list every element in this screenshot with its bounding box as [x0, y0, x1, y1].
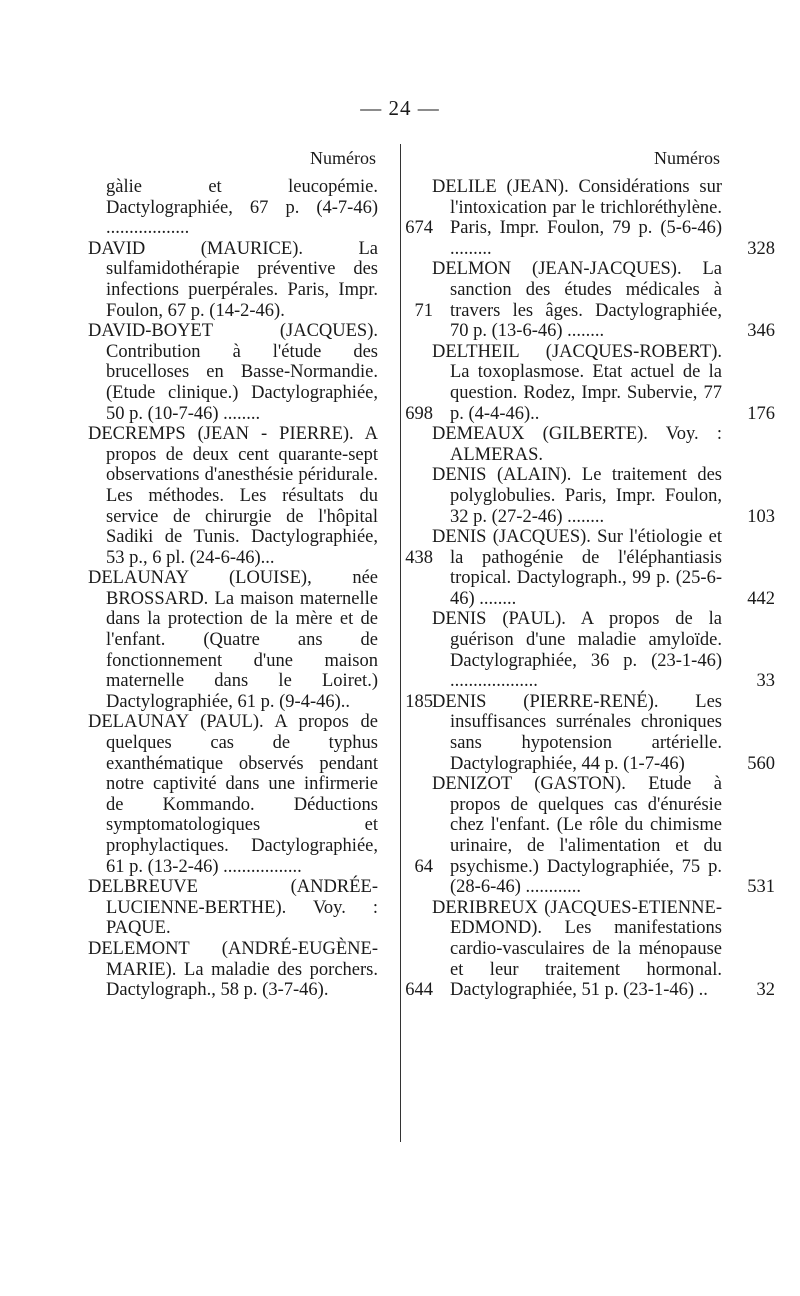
- entry-text: DENIS (ALAIN). Le traitement des polyglobulies. Paris, Impr. Foulon, 32 p. (27-2-46) ........: [432, 465, 722, 527]
- index-entry: [432, 465, 775, 527]
- entry-number: 560: [747, 753, 775, 774]
- right-entries: [432, 177, 775, 1001]
- entry-text: DEMEAUX (GILBERTE). Voy. : ALMERAS.: [432, 424, 722, 465]
- entry-number: 185: [405, 691, 433, 712]
- left-column: [88, 148, 433, 1001]
- entry-text: DELMON (JEAN-JACQUES). La sanction des études médicales à travers les âges. Dactylographiée, 70 p. (13-6-46) ........: [432, 259, 722, 342]
- right-column: [432, 148, 775, 1001]
- entry-number: 103: [747, 506, 775, 527]
- index-entry: [88, 424, 433, 568]
- entry-number: 438: [405, 547, 433, 568]
- index-entry: [432, 691, 775, 774]
- index-entry: [432, 424, 722, 465]
- index-entry: [432, 897, 775, 1001]
- entry-text: DECREMPS (JEAN - PIERRE). A propos de deux cent quarante-sept observations d'anesthésie péridurale. Les méthodes. Les résultats du service de chirurgie de l'hôpital Sadiki de Tunis. Dactylographiée, 53 p., 6 pl. (24-6-46)...: [88, 424, 378, 568]
- column-divider: [400, 144, 401, 1142]
- index-entry: [432, 609, 775, 692]
- entry-number: 33: [756, 671, 775, 692]
- entry-number: 64: [414, 856, 433, 877]
- entry-text: DAVID (MAURICE). La sulfamidothérapie préventive des infections puerpérales. Paris, Impr. Foulon, 67 p. (14-2-46).: [88, 238, 378, 321]
- index-entry: [88, 238, 433, 321]
- entry-number: 698: [405, 403, 433, 424]
- entry-text: gàlie et leucopémie. Dactylographiée, 67 p. (4-7-46) ..................: [106, 177, 378, 239]
- index-entry: [432, 177, 775, 259]
- entry-number: 346: [747, 321, 775, 342]
- entry-number: 176: [747, 403, 775, 424]
- index-entry: [88, 177, 433, 239]
- entry-number: 328: [747, 238, 775, 259]
- entry-number: 442: [747, 588, 775, 609]
- index-entry: [88, 321, 433, 424]
- entry-text: DAVID-BOYET (JACQUES). Contribution à l'étude des brucelloses en Basse-Normandie. (Etude clinique.) Dactylographiée, 50 p. (10-7-46) ........: [88, 321, 378, 424]
- entry-text: DERIBREUX (JACQUES-ETIENNE-EDMOND). Les manifestations cardio-vasculaires de la ménopause et leur traitement hormonal. Dactylographiée, 51 p. (23-1-46) ..: [432, 897, 722, 1001]
- index-entry: [432, 527, 775, 609]
- left-entries: [88, 177, 433, 1001]
- index-entry: [88, 568, 433, 712]
- entry-number: 644: [405, 980, 433, 1001]
- index-entry: [88, 938, 433, 1001]
- entry-text: DELEMONT (ANDRÉ-EUGÈNE-MARIE). La maladie des porchers. Dactylograph., 58 p. (3-7-46).: [88, 938, 378, 1001]
- entry-text: DENIS (PIERRE-RENÉ). Les insuffisances surrénales chroniques sans hypotension artérielle. Dactylographiée, 44 p. (1-7-46): [432, 691, 722, 774]
- entry-text: DENIS (PAUL). A propos de la guérison d'une maladie amyloïde. Dactylographiée, 36 p. (23-1-46) ...................: [432, 609, 722, 692]
- entry-text: DELBREUVE (ANDRÉE-LUCIENNE-BERTHE). Voy. : PAQUE.: [88, 877, 378, 939]
- index-entry: [432, 259, 775, 342]
- entry-text: DELAUNAY (PAUL). A propos de quelques cas de typhus exanthématique observés pendant notre captivité dans une infirmerie de Kommando. Déductions symptomatologiques et prophylactiques. Dactylographiée, 61 p. (13-2-46) .................: [88, 712, 378, 877]
- entry-number: 32: [756, 980, 775, 1001]
- entry-text: DENIS (JACQUES). Sur l'étiologie et la pathogénie de l'éléphantiasis tropical. Dactylograph., 99 p. (25-6-46) ........: [432, 527, 722, 609]
- entry-number: 71: [414, 300, 433, 321]
- entry-text: DELTHEIL (JACQUES-ROBERT). La toxoplasmose. Etat actuel de la question. Rodez, Impr. Subervie, 77 p. (4-4-46)..: [432, 341, 722, 424]
- entry-text: DELAUNAY (LOUISE), née BROSSARD. La maison maternelle dans la protection de la mère et de l'enfant. (Quatre ans de fonctionnement d'une maison maternelle dans le Loiret.) Dactylographiée, 61 p. (9-4-46)..: [88, 568, 378, 712]
- entry-text: DENIZOT (GASTON). Etude à propos de quelques cas d'énurésie chez l'enfant. (Le rôle du chimisme urinaire, de l'alimentation et du psychisme.) Dactylographiée, 75 p. (28-6-46) ............: [432, 774, 722, 898]
- entry-number: 674: [405, 218, 433, 239]
- entry-number: 531: [747, 877, 775, 898]
- index-entry: [88, 877, 378, 939]
- left-column-header: Numéros: [310, 148, 376, 168]
- right-column-header: Numéros: [654, 148, 720, 168]
- index-entry: [432, 341, 775, 424]
- index-entry: [432, 774, 775, 898]
- entry-text: DELILE (JEAN). Considérations sur l'intoxication par le trichloréthylène. Paris, Impr. Foulon, 79 p. (5-6-46) .........: [432, 177, 722, 259]
- index-entry: [88, 712, 433, 877]
- page-number: — 24 —: [360, 96, 440, 120]
